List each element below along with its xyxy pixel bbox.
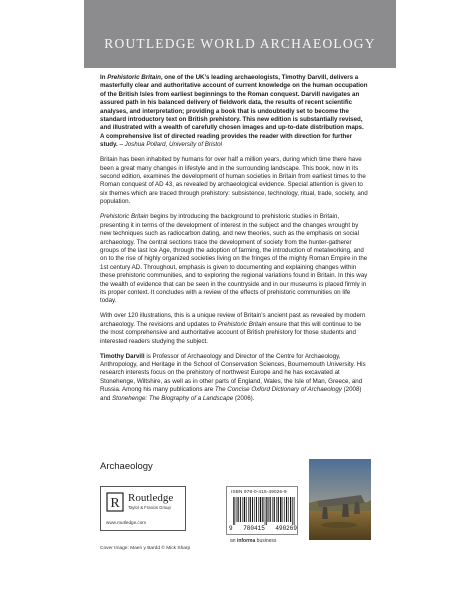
barcode-bar: [240, 497, 241, 522]
barcode-bar: [270, 497, 271, 522]
p3-text-a: With over 120 illustrations, this is a unique review of Britain’s ancient past as revealed by modern archaeology. The revisions and updates to: [100, 312, 366, 328]
ean-left-digits: 780415: [243, 525, 265, 532]
blurb-lead-in: In: [100, 74, 108, 81]
author-bio-c: (2006).: [233, 394, 255, 402]
imprint-prefix: an: [230, 538, 237, 544]
barcode-bar: [290, 497, 291, 522]
barcode-bar: [262, 497, 263, 522]
barcode-bar: [242, 497, 243, 522]
description-paragraph-1: Britain has been inhabited by humans for over half a million years, during which time there have been a great many changes in lifestyle and in the surrounding landscape. This book, now in its second edition, examines the development of human societies in Britain from earliest times to the Roman conquest of AD 43, as revealed by archaeological evidence. Special attention is given to six themes which are traced through prehistory: subsistence, technology, ritual, trade, society, and population.: [100, 156, 368, 206]
description-paragraph-2: [100, 213, 368, 305]
subject-category: Archaeology: [100, 461, 153, 472]
ean-right-digits: 490269: [275, 525, 297, 532]
barcode-bar: [292, 497, 293, 525]
barcode-bars: [233, 497, 295, 525]
barcode-bar: [280, 497, 281, 522]
barcode-bar: [294, 497, 295, 525]
blurb-text: , one of the UK’s leading archaeologists, Timothy Darvill, delivers a masterfully clear and authoritative account of current knowledge on the human occupation of the British Isles from earliest beginnings to the Roman conquest. Darvill navigates an assured path in his balanced delivery of fieldwork data, the results of recent scientific analyses, and interpretation; providing a book that is undoubtedly set to become the standard introductory text on British prehistory. This new edition is substantially revised, and illustrated with a wealth of carefully chosen images and up-to-date distribution maps. A comprehensive list of directed reading provides the reader with direction for further study.: [100, 74, 368, 149]
barcode-bar: [254, 497, 255, 522]
barcode-bar: [274, 497, 275, 522]
p3-text-b: ensure that this will continue to be the most comprehensive and authoritative account of British prehistory for those students and interested readers studying the subject.: [100, 320, 362, 345]
author-bio-b: (2008) and: [100, 386, 362, 402]
barcode-bar: [250, 497, 251, 522]
informa-imprint: [230, 538, 276, 544]
description-paragraph-3: [100, 312, 368, 346]
barcode-bar: [244, 497, 245, 522]
imprint-brand: informa: [236, 538, 256, 544]
author-pub-1: The Concise Oxford Dictionary of Archaeology: [214, 386, 342, 394]
author-name: Timothy Darvill: [100, 352, 145, 360]
barcode-bar: [233, 497, 234, 525]
p3-book-title: Prehistoric Britain: [217, 320, 267, 328]
barcode-bar: [260, 497, 261, 522]
svg-text:R: R: [110, 496, 120, 511]
series-title: ROUTLEDGE WORLD ARCHAEOLOGY: [104, 36, 376, 51]
isbn-barcode: [226, 486, 298, 535]
barcode-bar: [256, 497, 257, 522]
barcode-bar: [258, 497, 259, 522]
publisher-name: Routledge: [128, 492, 174, 504]
p2-book-title: Prehistoric Britain: [100, 213, 149, 221]
blurb-attribution: – Joshua Pollard, University of Bristol: [117, 141, 222, 149]
barcode-bar: [288, 497, 289, 522]
barcode-bar: [238, 497, 239, 522]
dolmen-photo: [309, 459, 371, 540]
p2-text: begins by introducing the background to prehistoric studies in Britain, presenting it in terms of the development of interest in the subject and the changes wrought by new techniques such as radiocarbon dating, and new theories, such as the emphasis on social archaeology. The central sections trace the development of society from the hunter-gatherer groups of the last Ice Age, through the adoption of farming, the introduction of metalworking, and on to the rise of highly organized societies living on the fringes of the mighty Roman Empire in the 1st century AD. Throughout, emphasis is given to documenting and explaining changes within these prehistoric communities, and to exploring the regional variations found in Britain. In this way the wealth of evidence that can be seen in the countryside and in our museums is placed firmly in its proper context. It concludes with a review of the effects of prehistoric communities on life today.: [100, 213, 368, 305]
barcode-bar: [246, 497, 247, 522]
barcode-bar: [278, 497, 279, 522]
review-blurb: [100, 74, 368, 150]
ean-digits: [229, 525, 297, 532]
author-pub-2: Stonehenge: The Biography of a Landscape: [112, 394, 234, 402]
barcode-bar: [284, 497, 285, 522]
publisher-url[interactable]: www.routledge.com: [106, 520, 147, 525]
author-bio-a: is Professor of Archaeology and Director of the Centre for Archaeology, Anthropology, and Heritage in the School of Conservation Sciences, Bournemouth University. His research interests focus on the prehistory of northwest Europe and he has excavated at Stonehenge, Wiltshire, as well as in other parts of England, Wales, the Isle of Man, Greece, and Russia. Among his many publications are: [100, 352, 366, 394]
cover-image-thumbnail: [309, 459, 371, 540]
ean-first-digit: 9: [229, 525, 233, 532]
barcode-bar: [248, 497, 249, 522]
series-band: [84, 0, 396, 68]
barcode-bar: [234, 497, 235, 525]
barcode-bar: [265, 497, 266, 525]
cover-copy: [100, 74, 368, 410]
barcode-bar: [236, 497, 237, 522]
barcode-bar: [276, 497, 277, 522]
barcode-bar: [286, 497, 287, 522]
publisher-logo-box: [100, 486, 186, 531]
publisher-tagline: Taylor & Francis Group: [128, 505, 171, 510]
barcode-bar: [268, 497, 269, 522]
isbn-label: ISBN 978-0-415-49026-9: [231, 489, 287, 494]
blurb-book-title: Prehistoric Britain: [107, 74, 161, 81]
barcode-bar: [266, 497, 267, 525]
barcode-bar: [283, 497, 284, 522]
cover-image-credit: Cover Image: Maen y Bardd © Mick Sharp: [100, 546, 191, 551]
barcode-bar: [252, 497, 253, 522]
author-bio: [100, 353, 368, 403]
routledge-r-icon: [106, 492, 124, 512]
barcode-bar: [272, 497, 273, 522]
imprint-suffix: business: [255, 538, 277, 544]
